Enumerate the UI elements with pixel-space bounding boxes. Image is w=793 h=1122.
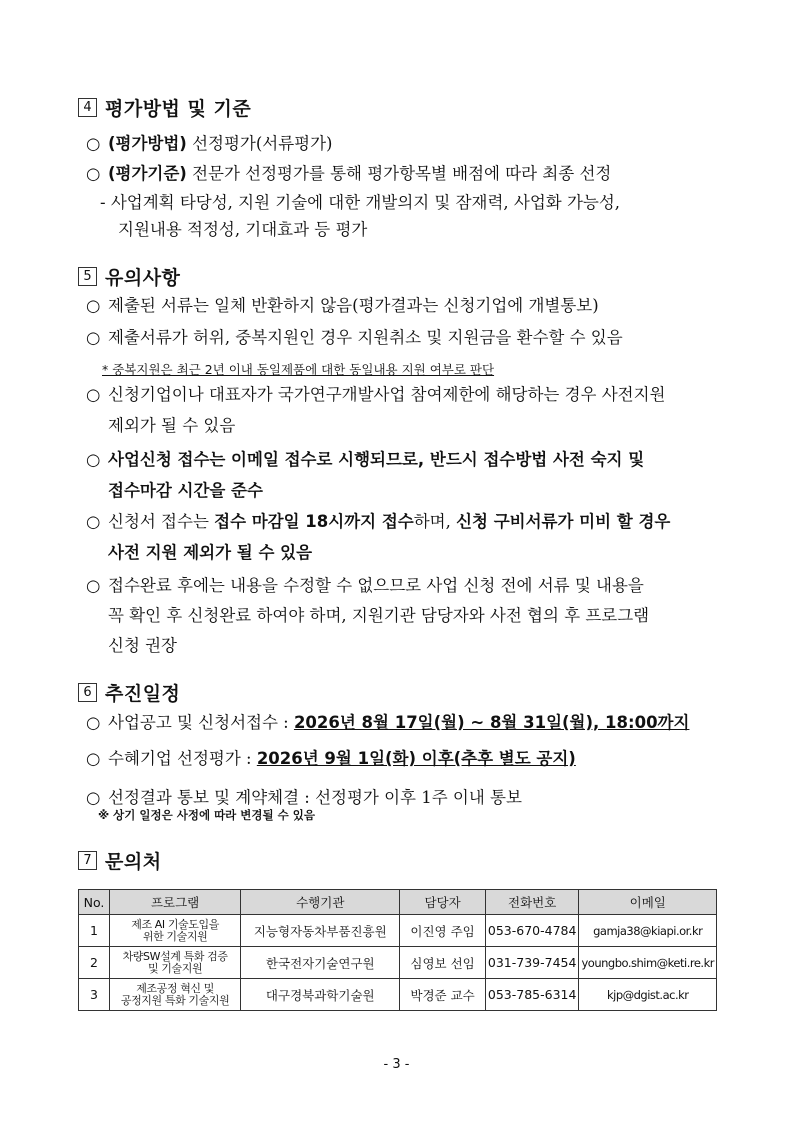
cell-organization: 지능형자동차부품진흥원 [241,915,400,947]
cell-program [109,979,240,1011]
deadline-text: 접수 마감일 18시까지 접수 [214,512,414,531]
schedule-note: ※ 상기 일정은 사정에 따라 변경될 수 있음 [98,808,315,822]
notice-item-5-cont: 사전 지원 제외가 될 수 있음 [108,543,313,562]
program-line: 공정지원 특화 기술지원 [120,993,230,1007]
section-6-heading [78,679,180,706]
notice-item-5 [86,510,670,534]
notice-item-3 [86,383,665,407]
section-5-heading [78,263,180,290]
circle-bullet-icon: ○ [86,385,101,404]
program-line: 제조 AI 기술도입을 [131,917,219,931]
circle-bullet-icon: ○ [86,512,101,531]
header-no: No. [79,890,110,915]
section-7-heading [78,847,162,874]
notice-text: 신청기업이나 대표자가 국가연구개발사업 참여제한에 해당하는 경우 사전지원 [108,385,666,404]
circle-bullet-icon: ○ [86,164,101,183]
circle-bullet-icon: ○ [86,450,101,469]
cell-program [109,915,240,947]
eval-criteria-item [86,162,611,186]
notice-text: 제출서류가 허위, 중복지원인 경우 지원취소 및 지원금을 환수할 수 있음 [108,328,623,347]
header-email: 이메일 [579,890,717,915]
circle-bullet-icon: ○ [86,576,101,595]
program-line: 제조공정 혁신 및 [136,981,214,995]
circle-bullet-icon: ○ [86,328,101,347]
eval-method-item [86,132,332,156]
notice-item-2 [86,326,623,350]
section-4-heading [78,94,251,121]
notice-text: 하며, [413,512,457,531]
circle-bullet-icon: ○ [86,713,101,732]
schedule-label: 수혜기업 선정평가 : [108,749,257,768]
section-title: 추진일정 [105,683,181,705]
cell-email[interactable]: youngbo.shim@keti.re.kr [579,947,717,979]
notice-text: 신청서 접수는 [108,512,215,531]
contact-table [78,889,717,1011]
table-row [79,979,717,1011]
eval-criteria-label: (평가기준) [108,164,187,183]
circle-bullet-icon: ○ [86,788,101,807]
notice-item-6-cont: 꼭 확인 후 신청완료 하여야 하며, 지원기관 담당자와 사전 협의 후 프로그램 [108,606,650,625]
section-number: 7 [78,851,97,870]
cell-no: 3 [79,979,110,1011]
schedule-label: 선정결과 통보 및 계약체결 : 선정평가 이후 1주 이내 통보 [108,788,522,807]
cell-contact-person: 박경준 교수 [400,979,486,1011]
cell-no: 2 [79,947,110,979]
notice-item-4 [86,448,644,472]
cell-program [109,947,240,979]
notice-item-6 [86,574,644,598]
table-row [79,947,717,979]
circle-bullet-icon: ○ [86,296,101,315]
eval-method-text: 선정평가(서류평가) [186,134,333,153]
program-line: 위한 기술지원 [142,929,208,943]
header-program: 프로그램 [109,890,240,915]
cell-organization: 대구경북과학기술원 [241,979,400,1011]
schedule-item-1 [86,711,689,735]
section-number: 5 [78,267,97,286]
notice-text: 제출된 서류는 일체 반환하지 않음(평가결과는 신청기업에 개별통보) [108,296,599,315]
notice-text: 사업신청 접수는 이메일 접수로 시행되므로, 반드시 접수방법 사전 숙지 및 [108,450,645,469]
cell-contact-person: 이진영 주임 [400,915,486,947]
cell-email[interactable]: kjp@dgist.ac.kr [579,979,717,1011]
section-number: 6 [78,683,97,702]
header-organization: 수행기관 [241,890,400,915]
program-line: 차량SW설계 특화 검증 [122,949,228,963]
circle-bullet-icon: ○ [86,749,101,768]
missing-docs-text: 신청 구비서류가 미비 할 경우 [456,512,671,531]
header-phone: 전화번호 [485,890,579,915]
cell-contact-person: 심영보 선임 [400,947,486,979]
notice-text: 접수완료 후에는 내용을 수정할 수 없으므로 사업 신청 전에 서류 및 내용을 [108,576,644,595]
cell-organization: 한국전자기술연구원 [241,947,400,979]
eval-criteria-detail-cont: 지원내용 적정성, 기대효과 등 평가 [118,220,368,239]
notice-item-1 [86,294,599,318]
page-number: - 3 - [383,1057,410,1072]
eval-method-label: (평가방법) [108,134,187,153]
cell-no: 1 [79,915,110,947]
notice-item-6-cont2: 신청 권장 [108,636,178,655]
section-title: 유의사항 [105,267,181,289]
cell-email[interactable]: gamja38@kiapi.or.kr [579,915,717,947]
section-title: 평가방법 및 기준 [105,98,252,120]
notice-item-3-cont: 제외가 될 수 있음 [108,416,236,435]
table-row [79,915,717,947]
header-contact-person: 담당자 [400,890,486,915]
section-title: 문의처 [105,851,162,873]
note-text: * 중복지원은 최근 2년 이내 동일제품에 대한 동일내용 지원 여부로 판단 [102,362,495,377]
eval-criteria-text: 전문가 선정평가를 통해 평가항목별 배점에 따라 최종 선정 [186,164,612,183]
eval-criteria-detail: - 사업계획 타당성, 지원 기술에 대한 개발의지 및 잠재력, 사업화 가능성, [100,193,621,212]
cell-phone: 031-739-7454 [485,947,579,979]
circle-bullet-icon: ○ [86,134,101,153]
schedule-label: 사업공고 및 신청서접수 : [108,713,294,732]
section-number: 4 [78,98,97,117]
cell-phone: 053-670-4784 [485,915,579,947]
duplicate-support-note [102,360,494,378]
notice-item-4-cont: 접수마감 시간을 준수 [108,481,263,500]
table-header-row [79,890,717,915]
cell-phone: 053-785-6314 [485,979,579,1011]
schedule-date: 2026년 8월 17일(월) ~ 8월 31일(월), 18:00까지 [293,713,690,732]
program-line: 및 기술지원 [147,961,203,975]
schedule-date: 2026년 9월 1일(화) 이후(추후 별도 공지) [256,749,576,768]
schedule-item-2 [86,747,576,771]
